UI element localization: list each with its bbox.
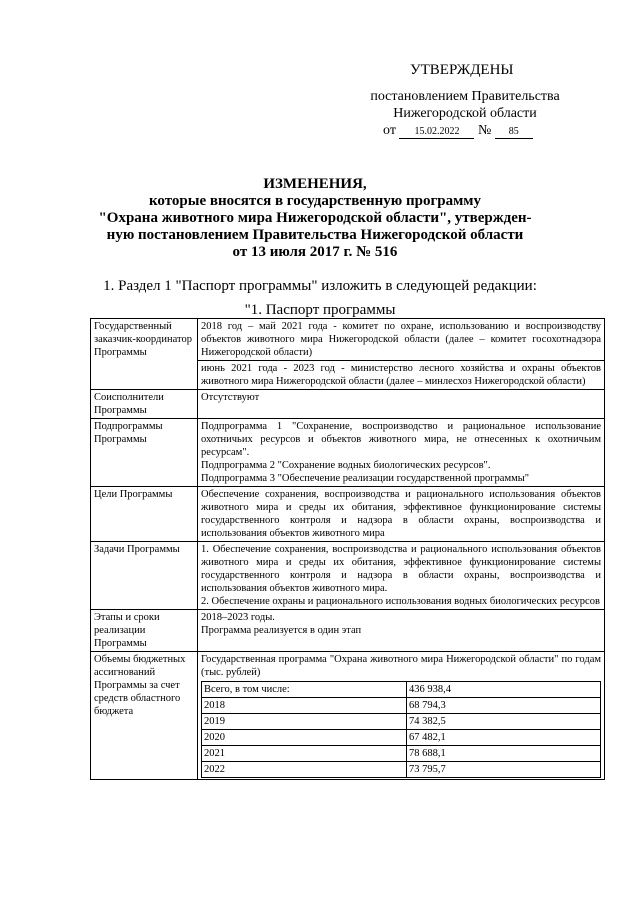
passport-table [90, 318, 605, 780]
date-prefix: от [383, 123, 396, 138]
row-label: Задачи Программы [91, 542, 198, 610]
row-content [198, 542, 605, 610]
budget-value: 74 382,5 [407, 714, 601, 730]
approved-stamp: УТВЕРЖДЕНЫ [410, 62, 514, 78]
resolution-date-line [383, 123, 533, 139]
budget-value: 73 795,7 [407, 762, 601, 778]
budget-table [201, 681, 601, 778]
resolution-reference [360, 88, 570, 122]
budget-row [202, 762, 601, 778]
table-row [91, 419, 605, 487]
budget-value: 67 482,1 [407, 730, 601, 746]
budget-row [202, 714, 601, 730]
stage-line-1: 2018–2023 годы. [201, 612, 275, 623]
heading-line-4: ную постановлением Правительства Нижегородской области [106, 227, 524, 243]
heading-line-2: которые вносятся в государственную программу [148, 193, 482, 209]
budget-year: 2021 [202, 746, 407, 762]
budget-value: 68 794,3 [407, 698, 601, 714]
row-content [198, 652, 605, 780]
resolution-line-1: постановлением Правительства [370, 89, 560, 104]
subprogram-1: Подпрограмма 1 "Сохранение, воспроизводство и рациональное использование охотничьих ресурсов и объектов животного мира, не отнесенных к охотничьим ресурсам". [201, 421, 601, 458]
resolution-line-2: Нижегородской области [393, 106, 537, 121]
task-1: 1. Обеспечение сохранения, воспроизводства и рационального использования объектов животного мира и среды их обитания, эффективное функционирование системы государственного контроля и надзора в области охраны, воспроизводства и использования объектов животного мира. [201, 544, 601, 594]
budget-row [202, 698, 601, 714]
subprogram-3: Подпрограмма 3 "Обеспечение реализации государственной программы" [201, 473, 530, 484]
budget-year: 2018 [202, 698, 407, 714]
row-label: Государственный заказчик-координатор Программы [91, 319, 198, 390]
budget-row [202, 730, 601, 746]
table-row [91, 542, 605, 610]
row-label: Объемы бюджетных ассигнований Программы за счет средств областного бюджета [91, 652, 198, 780]
row-label: Этапы и сроки реализации Программы [91, 610, 198, 652]
budget-row [202, 746, 601, 762]
section-instruction: 1. Раздел 1 "Паспорт программы" изложить в следующей редакции: [103, 278, 537, 294]
stage-line-2: Программа реализуется в один этап [201, 625, 362, 636]
resolution-number: 85 [495, 126, 533, 139]
budget-value: 78 688,1 [407, 746, 601, 762]
table-row [91, 610, 605, 652]
budget-year: 2020 [202, 730, 407, 746]
row-label: Соисполнители Программы [91, 390, 198, 419]
table-row [91, 390, 605, 419]
row-label: Цели Программы [91, 487, 198, 542]
budget-intro: Государственная программа "Охрана животного мира Нижегородской области" по годам (тыс. рублей) [201, 654, 601, 678]
table-row [91, 487, 605, 542]
budget-value: 436 938,4 [407, 682, 601, 698]
table-row [91, 652, 605, 780]
row-content: 2018 год – май 2021 года - комитет по охране, использованию и воспроизводству объектов животного мира Нижегородской области (далее – комитет госохотнадзора Нижегородской области) [198, 319, 605, 361]
table-row [91, 319, 605, 361]
row-content [198, 419, 605, 487]
heading-line-3: "Охрана животного мира Нижегородской области", утвержден- [98, 210, 532, 226]
budget-year: Всего, в том числе: [202, 682, 407, 698]
row-content [198, 610, 605, 652]
budget-row [202, 682, 601, 698]
passport-title: "1. Паспорт программы [244, 302, 396, 318]
row-label: Подпрограммы Программы [91, 419, 198, 487]
budget-year: 2019 [202, 714, 407, 730]
document-heading [95, 176, 535, 261]
budget-year: 2022 [202, 762, 407, 778]
subprogram-2: Подпрограмма 2 "Сохранение водных биологических ресурсов". [201, 460, 491, 471]
heading-line-1: ИЗМЕНЕНИЯ, [263, 176, 367, 192]
row-content: июнь 2021 года - 2023 год - министерство лесного хозяйства и охраны объектов животного мира Нижегородской области (далее – минлесхоз Нижегородской области) [198, 361, 605, 390]
row-content: Обеспечение сохранения, воспроизводства и рационального использования объектов животного мира и среды их обитания, эффективное функционирование системы государственного контроля и надзора в области охраны, воспроизводства и использования объектов животного мира [198, 487, 605, 542]
number-sign: № [477, 123, 492, 138]
heading-line-5: от 13 июля 2017 г. № 516 [232, 244, 398, 260]
task-2: 2. Обеспечение охраны и рационального использования водных биологических ресурсов [201, 596, 600, 607]
row-content: Отсутствуют [198, 390, 605, 419]
resolution-date: 15.02.2022 [399, 126, 474, 139]
